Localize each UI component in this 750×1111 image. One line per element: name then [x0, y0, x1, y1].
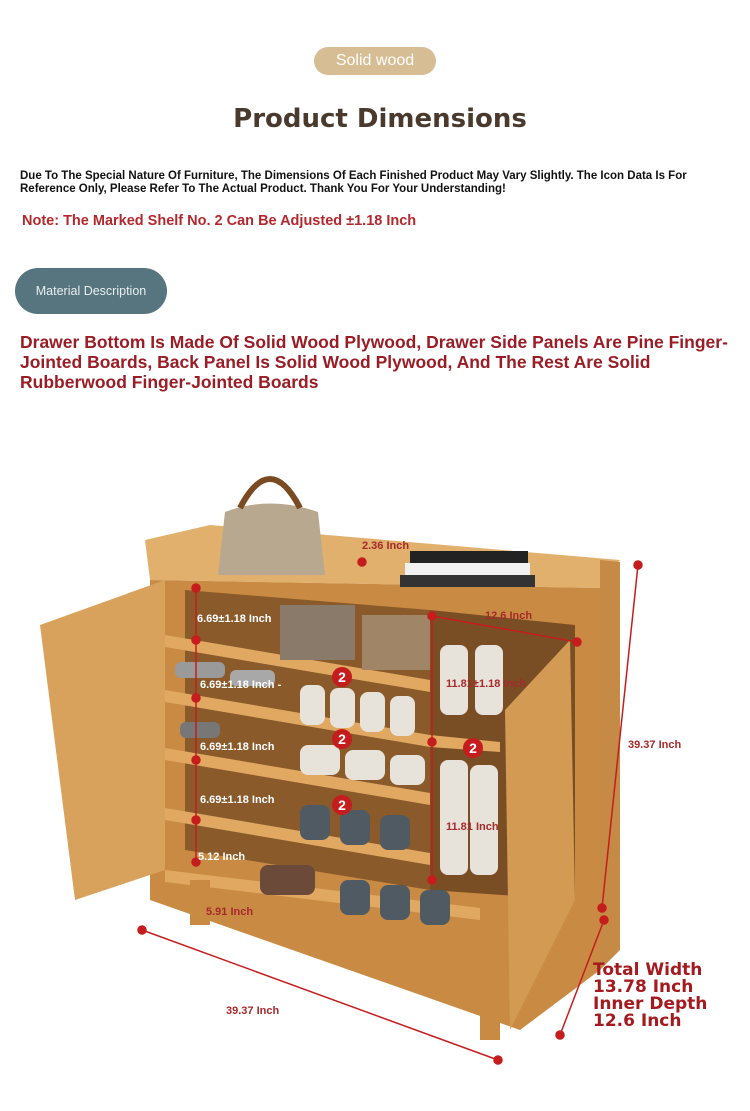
shelf-2-label: 6.69±1.18 Inch -: [200, 679, 282, 691]
handbag: [218, 504, 325, 576]
storage-box: [362, 615, 430, 670]
shelf-4-label: 6.69±1.18 Inch: [200, 794, 275, 806]
book-stack: [410, 551, 528, 563]
width-depth-summary: [593, 962, 707, 1030]
top-gap-label: 2.36 Inch: [362, 540, 410, 552]
cabinet-leg: [422, 930, 442, 985]
book-stack: [405, 563, 530, 575]
height-label: 39.37 Inch: [628, 739, 682, 751]
material-description-text: Drawer Bottom Is Made Of Solid Wood Plywood, Drawer Side Panels Are Pine Finger-Jointed Boards, Back Panel Is Solid Wood Plywood, And The Rest Are Solid Rubberwood Finger-Jointed Boards: [20, 332, 728, 392]
cabinet-leg: [480, 990, 500, 1040]
storage-box: [280, 605, 355, 660]
page-title: Product Dimensions: [233, 104, 527, 134]
inner-depth-label: Inner Depth: [593, 994, 708, 1014]
adjustment-note: Note: The Marked Shelf No. 2 Can Be Adjusted ±1.18 Inch: [22, 213, 417, 229]
inner-width-label: 12.6 Inch: [485, 610, 533, 622]
total-width-label: Total Width: [593, 960, 703, 980]
bottom-shelf-label: 5.12 Inch: [198, 851, 246, 863]
shelf-3-label: 6.69±1.18 Inch: [200, 741, 275, 753]
solid-wood-badge: Solid wood: [314, 47, 436, 75]
adjustable-marker-4: 2: [469, 740, 477, 756]
leg-height-label: 5.91 Inch: [206, 906, 254, 918]
left-door: [40, 580, 165, 900]
inner-depth-value: 12.6 Inch: [593, 1011, 682, 1031]
adjustable-marker-2: 2: [338, 731, 346, 747]
adjustable-marker-1: 2: [338, 669, 346, 685]
cabinet-top: [145, 525, 620, 588]
disclaimer-text: Due To The Special Nature Of Furniture, The Dimensions Of Each Finished Product May Vary Slightly. The Icon Data Is For Reference Only, Please Refer To The Actual Product. Thank You For Your Understanding!: [20, 170, 687, 195]
right-lower-label: 11.81 Inch: [446, 821, 499, 833]
shelf-1-label: 6.69±1.18 Inch: [197, 613, 272, 625]
right-upper-label: 11.81±1.18 Inch: [446, 678, 527, 690]
cabinet-leg: [190, 880, 210, 925]
total-width-value: 13.78 Inch: [593, 977, 694, 997]
material-description-badge: Material Description: [15, 268, 167, 314]
book-stack: [400, 575, 535, 587]
length-label: 39.37 Inch: [226, 1005, 280, 1017]
adjustable-marker-3: 2: [338, 797, 346, 813]
